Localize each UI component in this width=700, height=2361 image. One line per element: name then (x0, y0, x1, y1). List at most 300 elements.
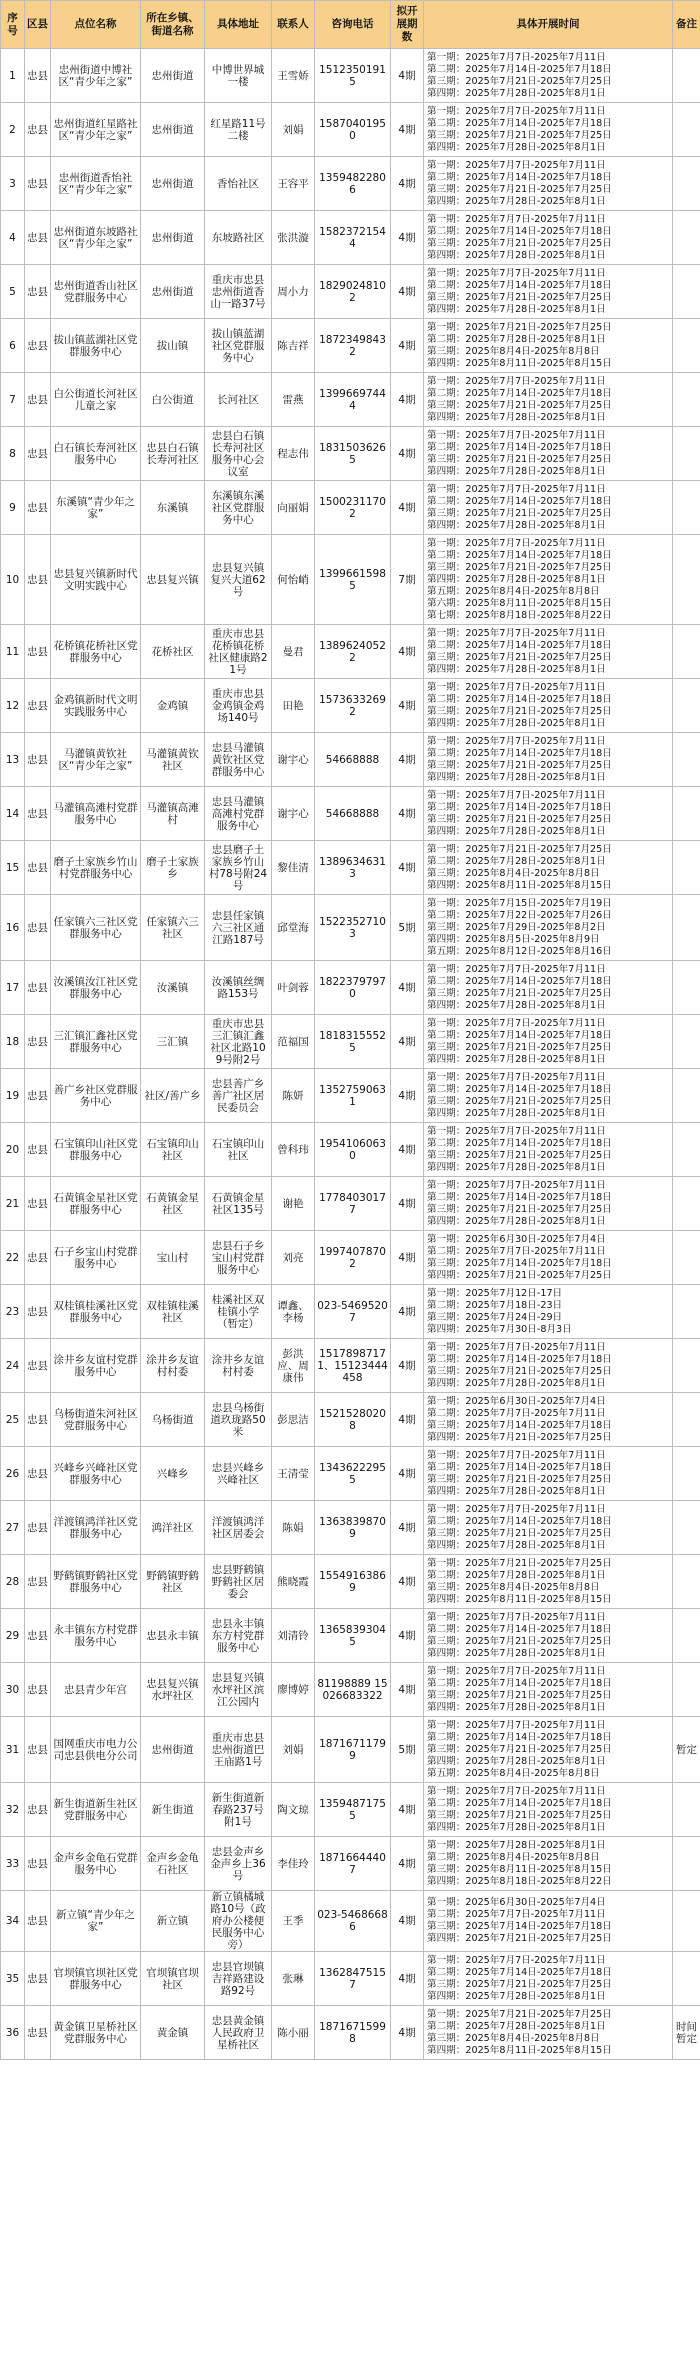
schedule-line: 第一期：2025年7月7日-2025年7月11日 (427, 1611, 606, 1623)
cell-periods: 4期 (391, 625, 424, 679)
schedule-line: 第一期：2025年7月7日-2025年7月11日 (427, 483, 606, 495)
cell-town: 忠州街道 (141, 1717, 205, 1783)
cell-no: 14 (1, 787, 25, 841)
cell-note (673, 679, 700, 733)
cell-address: 新生街道新春路237号附1号 (205, 1783, 272, 1837)
cell-phone: 15736332692 (315, 679, 391, 733)
cell-note (673, 1501, 700, 1555)
cell-phone: 15223527103 (315, 895, 391, 961)
cell-note (673, 895, 700, 961)
cell-address: 香怡社区 (205, 157, 272, 211)
cell-county: 忠县 (25, 265, 51, 319)
cell-schedule (424, 1447, 673, 1501)
schedule-line: 第四期：2025年7月28日-2025年8月1日 (427, 1161, 606, 1173)
cell-county: 忠县 (25, 1069, 51, 1123)
cell-location-name: 永丰镇东方村党群服务中心 (51, 1609, 141, 1663)
cell-location-name: 忠州街道东坡路社区“青少年之家” (51, 211, 141, 265)
cell-schedule (424, 1783, 673, 1837)
schedule-line: 第一期：2025年7月21日-2025年7月25日 (427, 1557, 612, 1569)
table-row (1, 1501, 700, 1555)
cell-periods: 4期 (391, 157, 424, 211)
cell-contact: 谢宇心 (272, 787, 315, 841)
cell-note (673, 1837, 700, 1891)
cell-note (673, 733, 700, 787)
cell-town: 花桥社区 (141, 625, 205, 679)
cell-contact: 刘亮 (272, 1231, 315, 1285)
cell-address: 石黄镇金星社区135号 (205, 1177, 272, 1231)
cell-periods: 4期 (391, 49, 424, 103)
cell-county: 忠县 (25, 1177, 51, 1231)
cell-no: 21 (1, 1177, 25, 1231)
cell-phone: 13594822806 (315, 157, 391, 211)
cell-county: 忠县 (25, 211, 51, 265)
cell-address: 忠县野鹤镇野鹤社区居委会 (205, 1555, 272, 1609)
table-row (1, 1393, 700, 1447)
cell-phone: 13896240522 (315, 625, 391, 679)
cell-no: 2 (1, 103, 25, 157)
schedule-line: 第一期：2025年7月7日-2025年7月11日 (427, 1665, 606, 1677)
cell-town: 忠州街道 (141, 211, 205, 265)
schedule-line: 第二期：2025年7月14日-2025年7月18日 (427, 387, 612, 399)
cell-phone: 18183155525 (315, 1015, 391, 1069)
cell-phone: 54668888 (315, 733, 391, 787)
cell-location-name: 马灌镇黄钦社区“青少年之家” (51, 733, 141, 787)
cell-periods: 4期 (391, 1393, 424, 1447)
cell-address: 东溪镇东溪社区党群服务中心 (205, 481, 272, 535)
cell-note: 暂定 (673, 1717, 700, 1783)
cell-phone: 17784030177 (315, 1177, 391, 1231)
cell-schedule (424, 1663, 673, 1717)
cell-town: 三汇镇 (141, 1015, 205, 1069)
cell-note (673, 1231, 700, 1285)
cell-town: 金鸡镇 (141, 679, 205, 733)
cell-contact: 黎佳清 (272, 841, 315, 895)
cell-note (673, 265, 700, 319)
cell-county: 忠县 (25, 1952, 51, 2006)
cell-contact: 廖博婷 (272, 1663, 315, 1717)
schedule-line: 第二期：2025年7月14日-2025年7月18日 (427, 549, 612, 561)
cell-no: 36 (1, 2006, 25, 2060)
cell-periods: 4期 (391, 1285, 424, 1339)
cell-address: 汝溪镇丝绸路153号 (205, 961, 272, 1015)
cell-contact: 彭思洁 (272, 1393, 315, 1447)
cell-schedule (424, 373, 673, 427)
cell-county: 忠县 (25, 535, 51, 625)
header-row (1, 1, 700, 49)
cell-town: 野鹤镇野鹤社区 (141, 1555, 205, 1609)
schedule-line: 第一期：2025年7月15日-2025年7月19日 (427, 897, 612, 909)
cell-no: 6 (1, 319, 25, 373)
cell-note (673, 1447, 700, 1501)
cell-contact: 李佳玲 (272, 1837, 315, 1891)
cell-note (673, 103, 700, 157)
schedule-line: 第一期：2025年6月30日-2025年7月4日 (427, 1395, 606, 1407)
schedule-line: 第二期：2025年7月28日-2025年8月1日 (427, 333, 606, 345)
schedule-line: 第一期：2025年7月7日-2025年7月11日 (427, 1125, 606, 1137)
cell-contact: 谭鑫、李杨 (272, 1285, 315, 1339)
cell-county: 忠县 (25, 1285, 51, 1339)
cell-schedule (424, 1717, 673, 1783)
schedule-line: 第四期：2025年8月18日-2025年8月22日 (427, 1875, 612, 1887)
cell-no: 13 (1, 733, 25, 787)
schedule-line: 第三期：2025年7月21日-2025年7月25日 (427, 1041, 612, 1053)
cell-periods: 4期 (391, 481, 424, 535)
cell-schedule (424, 265, 673, 319)
cell-phone: 13996697444 (315, 373, 391, 427)
cell-phone: 13527590631 (315, 1069, 391, 1123)
cell-phone: 15123501915 (315, 49, 391, 103)
cell-contact: 王雪娇 (272, 49, 315, 103)
cell-note (673, 1177, 700, 1231)
cell-schedule (424, 1177, 673, 1231)
cell-contact: 王清莹 (272, 1447, 315, 1501)
cell-no: 4 (1, 211, 25, 265)
schedule-line: 第一期：2025年7月7日-2025年7月11日 (427, 105, 606, 117)
schedule-line: 第二期：2025年7月7日-2025年7月11日 (427, 1245, 606, 1257)
schedule-line: 第三期：2025年8月4日-2025年8月8日 (427, 2032, 600, 2044)
cell-schedule (424, 1231, 673, 1285)
cell-county: 忠县 (25, 427, 51, 481)
schedule-line: 第一期：2025年7月7日-2025年7月11日 (427, 1503, 606, 1515)
cell-location-name: 石子乡宝山村党群服务中心 (51, 1231, 141, 1285)
schedule-line: 第二期：2025年7月22日-2025年7月26日 (427, 909, 612, 921)
schedule-line: 第三期：2025年7月21日-2025年7月25日 (427, 759, 612, 771)
schedule-line: 第二期：2025年7月14日-2025年7月18日 (427, 747, 612, 759)
cell-contact: 叶剑蓉 (272, 961, 315, 1015)
cell-contact: 曼君 (272, 625, 315, 679)
schedule-line: 第四期：2025年8月11日-2025年8月15日 (427, 1593, 612, 1605)
cell-town: 东溪镇 (141, 481, 205, 535)
cell-no: 15 (1, 841, 25, 895)
cell-address: 忠县乌杨街道玖珑路50米 (205, 1393, 272, 1447)
cell-location-name: 拔山镇蓝湖社区党群服务中心 (51, 319, 141, 373)
cell-county: 忠县 (25, 1123, 51, 1177)
cell-county: 忠县 (25, 49, 51, 103)
cell-county: 忠县 (25, 1837, 51, 1891)
cell-note (673, 1952, 700, 2006)
cell-note (673, 1609, 700, 1663)
header-note: 备注 (673, 1, 700, 49)
cell-contact: 周小力 (272, 265, 315, 319)
cell-schedule (424, 841, 673, 895)
cell-town: 涂井乡友谊村村委 (141, 1339, 205, 1393)
cell-location-name: 涂井乡友谊村党群服务中心 (51, 1339, 141, 1393)
cell-no: 5 (1, 265, 25, 319)
table-row (1, 427, 700, 481)
header-town: 所在乡镇、街道名称 (141, 1, 205, 49)
cell-town: 黄金镇 (141, 2006, 205, 2060)
table-row (1, 49, 700, 103)
cell-contact: 张洪漩 (272, 211, 315, 265)
cell-note (673, 841, 700, 895)
schedule-line: 第二期：2025年7月14日-2025年7月18日 (427, 1461, 612, 1473)
schedule-line: 第二期：2025年7月14日-2025年7月18日 (427, 1029, 612, 1041)
schedule-line: 第二期：2025年7月14日-2025年7月18日 (427, 1083, 612, 1095)
schedule-line: 第一期：2025年7月7日-2025年7月11日 (427, 1179, 606, 1191)
cell-schedule (424, 787, 673, 841)
cell-town: 新立镇 (141, 1891, 205, 1952)
cell-periods: 4期 (391, 1891, 424, 1952)
cell-note (673, 1339, 700, 1393)
cell-address: 红星路11号二楼 (205, 103, 272, 157)
cell-no: 19 (1, 1069, 25, 1123)
cell-location-name: 东溪镇“青少年之家” (51, 481, 141, 535)
cell-contact: 刘娟 (272, 1717, 315, 1783)
cell-phone: 18223797970 (315, 961, 391, 1015)
cell-periods: 4期 (391, 1837, 424, 1891)
schedule-line: 第四期：2025年7月28日-2025年8月1日 (427, 663, 606, 675)
cell-location-name: 乌杨街道朱河社区党群服务中心 (51, 1393, 141, 1447)
cell-phone: 023-54695207 (315, 1285, 391, 1339)
cell-location-name: 金声乡金龟石党群服务中心 (51, 1837, 141, 1891)
cell-phone: 15178987171、15123444458 (315, 1339, 391, 1393)
cell-no: 33 (1, 1837, 25, 1891)
schedule-line: 第四期：2025年7月28日-2025年8月1日 (427, 1053, 606, 1065)
cell-location-name: 忠州街道香山社区党群服务中心 (51, 265, 141, 319)
cell-note (673, 427, 700, 481)
cell-address: 新立镇橘城路10号（政府办公楼便民服务中心旁） (205, 1891, 272, 1952)
schedule-line: 第四期：2025年7月28日-2025年8月1日 (427, 303, 606, 315)
cell-phone: 13628475157 (315, 1952, 391, 2006)
cell-phone: 18716715998 (315, 2006, 391, 2060)
cell-town: 马灌镇高滩村 (141, 787, 205, 841)
cell-location-name: 白公街道长河社区儿童之家 (51, 373, 141, 427)
cell-county: 忠县 (25, 103, 51, 157)
cell-schedule (424, 211, 673, 265)
cell-schedule (424, 1609, 673, 1663)
table-row (1, 157, 700, 211)
cell-town: 忠州街道 (141, 49, 205, 103)
cell-address: 重庆市忠县三汇镇汇鑫社区北路109号附2号 (205, 1015, 272, 1069)
cell-town: 任家镇六三社区 (141, 895, 205, 961)
schedule-line: 第四期：2025年8月11日-2025年8月15日 (427, 357, 612, 369)
cell-address: 忠县金声乡金声乡上36号 (205, 1837, 272, 1891)
schedule-line: 第一期：2025年7月7日-2025年7月11日 (427, 735, 606, 747)
cell-note (673, 787, 700, 841)
cell-address: 忠县复兴镇水坪社区滨江公园内 (205, 1663, 272, 1717)
cell-no: 28 (1, 1555, 25, 1609)
cell-periods: 4期 (391, 1447, 424, 1501)
schedule-line: 第二期：2025年7月14日-2025年7月18日 (427, 495, 612, 507)
schedule-line: 第三期：2025年7月21日-2025年7月25日 (427, 1095, 612, 1107)
table-row (1, 1663, 700, 1717)
schedule-line: 第四期：2025年7月28日-2025年8月1日 (427, 1377, 606, 1389)
schedule-line: 第四期：2025年8月5日-2025年8月9日 (427, 933, 600, 945)
cell-note (673, 1015, 700, 1069)
cell-schedule (424, 49, 673, 103)
cell-town: 石宝镇印山社区 (141, 1123, 205, 1177)
table-row (1, 2006, 700, 2060)
cell-no: 34 (1, 1891, 25, 1952)
schedule-line: 第三期：2025年7月21日-2025年7月25日 (427, 507, 612, 519)
cell-contact: 曾科玮 (272, 1123, 315, 1177)
schedule-line: 第三期：2025年7月21日-2025年7月25日 (427, 705, 612, 717)
cell-county: 忠县 (25, 373, 51, 427)
cell-contact: 刘娟 (272, 103, 315, 157)
schedule-line: 第一期：2025年7月12日-17日 (427, 1287, 563, 1299)
schedule-line: 第三期：2025年7月24日-29日 (427, 1311, 563, 1323)
cell-periods: 4期 (391, 733, 424, 787)
cell-no: 30 (1, 1663, 25, 1717)
cell-location-name: 新立镇“青少年之家” (51, 1891, 141, 1952)
cell-county: 忠县 (25, 787, 51, 841)
cell-address: 忠县永丰镇东方村党群服务中心 (205, 1609, 272, 1663)
cell-contact: 陈娟 (272, 1501, 315, 1555)
schedule-line: 第一期：2025年7月7日-2025年7月11日 (427, 1954, 606, 1966)
cell-location-name: 官坝镇官坝社区党群服务中心 (51, 1952, 141, 2006)
cell-county: 忠县 (25, 625, 51, 679)
cell-location-name: 忠县青少年宫 (51, 1663, 141, 1717)
schedule-line: 第一期：2025年7月7日-2025年7月11日 (427, 213, 606, 225)
cell-schedule (424, 733, 673, 787)
cell-no: 32 (1, 1783, 25, 1837)
schedule-line: 第二期：2025年7月7日-2025年7月11日 (427, 1909, 606, 1920)
cell-periods: 4期 (391, 1663, 424, 1717)
cell-note (673, 625, 700, 679)
schedule-line: 第三期：2025年7月21日-2025年7月25日 (427, 237, 612, 249)
cell-no: 10 (1, 535, 25, 625)
cell-county: 忠县 (25, 679, 51, 733)
schedule-line: 第四期：2025年7月28日-2025年8月1日 (427, 1485, 606, 1497)
cell-no: 3 (1, 157, 25, 211)
schedule-line: 第一期：2025年7月7日-2025年7月11日 (427, 1071, 606, 1083)
table-row (1, 895, 700, 961)
schedule-line: 第三期：2025年7月21日-2025年7月25日 (427, 1743, 612, 1755)
cell-location-name: 石黄镇金星社区党群服务中心 (51, 1177, 141, 1231)
schedule-line: 第三期：2025年7月21日-2025年7月25日 (427, 399, 612, 411)
cell-town: 拔山镇 (141, 319, 205, 373)
cell-phone: 13436222955 (315, 1447, 391, 1501)
table-body (1, 49, 700, 2060)
schedule-line: 第四期：2025年7月21日-2025年7月25日 (427, 1431, 612, 1443)
cell-address: 拔山镇蓝湖社区党群服务中心 (205, 319, 272, 373)
schedule-line: 第二期：2025年8月4日-2025年8月8日 (427, 1851, 600, 1863)
schedule-line: 第三期：2025年7月21日-2025年7月25日 (427, 1365, 612, 1377)
cell-schedule (424, 895, 673, 961)
schedule-line: 第二期：2025年7月14日-2025年7月18日 (427, 441, 612, 453)
schedule-line: 第一期：2025年7月7日-2025年7月11日 (427, 159, 606, 171)
schedule-line: 第三期：2025年7月21日-2025年7月25日 (427, 987, 612, 999)
schedule-line: 第一期：2025年7月7日-2025年7月11日 (427, 1719, 606, 1731)
cell-no: 31 (1, 1717, 25, 1783)
header-contact: 联系人 (272, 1, 315, 49)
cell-periods: 5期 (391, 895, 424, 961)
table-row (1, 961, 700, 1015)
cell-address: 忠县马灌镇高滩村党群服务中心 (205, 787, 272, 841)
cell-contact: 谢宇心 (272, 733, 315, 787)
cell-no: 12 (1, 679, 25, 733)
schedule-line: 第五期：2025年8月12日-2025年8月16日 (427, 945, 612, 957)
cell-location-name: 金鸡镇新时代文明实践服务中心 (51, 679, 141, 733)
table-row (1, 679, 700, 733)
cell-no: 22 (1, 1231, 25, 1285)
cell-no: 9 (1, 481, 25, 535)
schedule-line: 第三期：2025年7月21日-2025年7月25日 (427, 129, 612, 141)
cell-schedule (424, 481, 673, 535)
schedule-line: 第四期：2025年7月28日-2025年8月1日 (427, 1701, 606, 1713)
schedule-line: 第二期：2025年7月14日-2025年7月18日 (427, 975, 612, 987)
header-county: 区县 (25, 1, 51, 49)
schedule-line: 第二期：2025年7月14日-2025年7月18日 (427, 1731, 612, 1743)
cell-location-name: 黄金镇卫星桥社区党群服务中心 (51, 2006, 141, 2060)
schedule-line: 第三期：2025年7月21日-2025年7月25日 (427, 1473, 612, 1485)
cell-location-name: 汝溪镇汝江社区党群服务中心 (51, 961, 141, 1015)
cell-county: 忠县 (25, 1231, 51, 1285)
cell-location-name: 双桂镇桂溪社区党群服务中心 (51, 1285, 141, 1339)
cell-periods: 4期 (391, 2006, 424, 2060)
cell-schedule (424, 1123, 673, 1177)
cell-location-name: 野鹤镇野鹤社区党群服务中心 (51, 1555, 141, 1609)
schedule-line: 第一期：2025年7月21日-2025年7月25日 (427, 321, 612, 333)
cell-address: 忠县善广乡善广社区居民委员会 (205, 1069, 272, 1123)
cell-periods: 4期 (391, 787, 424, 841)
schedule-line: 第四期：2025年7月28日-2025年8月1日 (427, 1821, 606, 1833)
schedule-line: 第三期：2025年8月4日-2025年8月8日 (427, 867, 600, 879)
cell-address: 中博世界城一楼 (205, 49, 272, 103)
schedule-line: 第四期：2025年7月28日-2025年8月1日 (427, 195, 606, 207)
cell-contact: 向丽娟 (272, 481, 315, 535)
schedule-line: 第一期：2025年7月7日-2025年7月11日 (427, 681, 606, 693)
cell-county: 忠县 (25, 1393, 51, 1447)
cell-schedule (424, 103, 673, 157)
header-schedule: 具体开展时间 (424, 1, 673, 49)
cell-town: 石黄镇金星社区 (141, 1177, 205, 1231)
cell-schedule (424, 319, 673, 373)
cell-contact: 陈吉祥 (272, 319, 315, 373)
cell-address: 忠县黄金镇人民政府卫星桥社区 (205, 2006, 272, 2060)
cell-phone: 18723498432 (315, 319, 391, 373)
cell-schedule (424, 1015, 673, 1069)
schedule-line: 第四期：2025年7月28日-2025年8月1日 (427, 1647, 606, 1659)
schedule-line: 第三期：2025年7月21日-2025年7月25日 (427, 813, 612, 825)
cell-phone: 19974078702 (315, 1231, 391, 1285)
cell-county: 忠县 (25, 1555, 51, 1609)
cell-county: 忠县 (25, 1015, 51, 1069)
cell-contact: 程志伟 (272, 427, 315, 481)
cell-town: 汝溪镇 (141, 961, 205, 1015)
schedule-line: 第一期：2025年7月21日-2025年7月25日 (427, 843, 612, 855)
schedule-line: 第三期：2025年8月4日-2025年8月8日 (427, 1581, 600, 1593)
schedule-line: 第四期：2025年7月28日-2025年8月1日 (427, 771, 606, 783)
cell-contact: 王季 (272, 1891, 315, 1952)
schedule-line: 第一期：2025年7月7日-2025年7月11日 (427, 1785, 606, 1797)
cell-county: 忠县 (25, 319, 51, 373)
table-row (1, 1717, 700, 1783)
cell-town: 金声乡金龟石社区 (141, 1837, 205, 1891)
cell-location-name: 白石镇长寿河社区服务中心 (51, 427, 141, 481)
cell-schedule (424, 1555, 673, 1609)
cell-contact: 陈小丽 (272, 2006, 315, 2060)
cell-no: 26 (1, 1447, 25, 1501)
schedule-line: 第三期：2025年7月21日-2025年7月25日 (427, 561, 612, 573)
schedule-line: 第三期：2025年7月21日-2025年7月25日 (427, 1527, 612, 1539)
cell-note (673, 1393, 700, 1447)
table-row (1, 481, 700, 535)
schedule-line: 第三期：2025年7月21日-2025年7月25日 (427, 651, 612, 663)
schedule-line: 第四期：2025年7月28日-2025年8月1日 (427, 411, 606, 423)
cell-location-name: 忠州街道香怡社区“青少年之家” (51, 157, 141, 211)
schedule-line: 第二期：2025年7月28日-2025年8月1日 (427, 855, 606, 867)
cell-county: 忠县 (25, 2006, 51, 2060)
cell-schedule (424, 1285, 673, 1339)
cell-note (673, 1069, 700, 1123)
table-row (1, 1177, 700, 1231)
schedule-line: 第六期：2025年8月11日-2025年8月15日 (427, 597, 612, 609)
schedule-line: 第四期：2025年7月28日-2025年8月1日 (427, 1215, 606, 1227)
cell-note (673, 1555, 700, 1609)
table-row (1, 1123, 700, 1177)
header-address: 具体地址 (205, 1, 272, 49)
